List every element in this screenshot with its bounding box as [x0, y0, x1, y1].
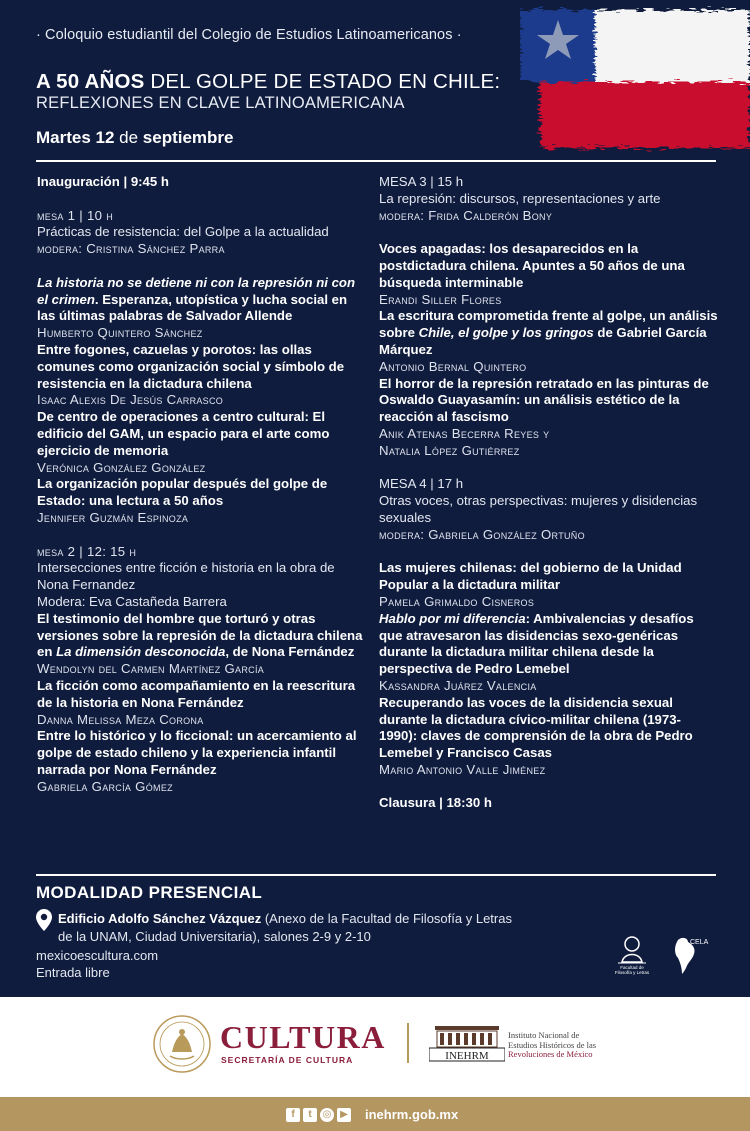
mesa3-moderator: modera: Frida Calderón Bony [379, 207, 553, 223]
inauguration: Inauguración | 9:45 h [37, 174, 169, 189]
mesa2-theme: Intersecciones entre ficción e historia en la obra de Nona Fernandez [37, 560, 335, 593]
ffyl-logo-line2: Filosofía y Letras [614, 970, 650, 975]
secretaria-label: SECRETARÍA DE CULTURA [221, 1055, 354, 1065]
mesa4-moderator: modera: Gabriela González Ortuño [379, 526, 585, 542]
cela-logo-text: CELA [690, 939, 709, 946]
mesa2-moderator: Modera: Eva Castañeda Barrera [37, 593, 227, 609]
ffyl-logo-icon [612, 932, 654, 976]
colloquium-heading: · Coloquio estudiantil del Colegio de Estudios Latinoamericanos · [36, 27, 462, 43]
bottom-divider [36, 874, 716, 876]
talk-author: Humberto Quintero Sánchez [37, 325, 203, 341]
mesa3-theme: La represión: discursos, representaciones y arte [379, 190, 661, 206]
page-title: A 50 AÑOS DEL GOLPE DE ESTADO EN CHILE: [36, 70, 501, 93]
free-entry: Entrada libre [36, 965, 110, 980]
talk-title: Recuperando las voces de la disidencia sexual durante la dictadura cívico-militar chilena (1973-1990): claves de comprensión de la obra de Pedro Lemebel y Francisco Casas [379, 694, 693, 761]
page-subtitle: REFLEXIONES EN CLAVE LATINOAMERICANA [36, 94, 405, 112]
mexico-seal-icon [152, 1014, 212, 1074]
venue-address: Edificio Adolfo Sánchez Vázquez (Anexo de la Facultad de Filosofía y Letras de la UNAM, Ciudad Universitaria), salones 2-9 y 2-10 [58, 911, 512, 944]
twitter-icon[interactable]: t [303, 1108, 317, 1122]
talk-author: Antonio Bernal Quintero [379, 358, 527, 374]
talk-author: Gabriela García Gómez [37, 778, 173, 794]
talk-title: Entre lo histórico y lo ficcional: un acercamiento al golpe de estado chileno y la experiencia infantil narrada por Nona Fernández [37, 728, 357, 777]
talk-title: El horror de la represión retratado en las pinturas de Oswaldo Guayasamín: un análisis estético de la reacción al fascismo [379, 375, 709, 425]
talk-author: Isaac Alexis De Jesús Carrasco [37, 392, 224, 408]
inehrm-logo-text: INEHRM [445, 1050, 489, 1062]
inehrm-building-icon [429, 1022, 505, 1062]
event-date: Martes 12 de septiembre [36, 128, 234, 147]
program-right-column [379, 174, 719, 812]
inehrm-website-link[interactable]: inehrm.gob.mx [365, 1107, 459, 1122]
youtube-icon[interactable]: ▶ [337, 1108, 351, 1122]
talk-author: Anik Atenas Becerra Reyes y [379, 425, 550, 441]
mesa2-label: mesa 2 | 12: 15 h [37, 543, 137, 559]
mesa3-label: MESA 3 | 15 h [379, 174, 464, 189]
talk-title: Entre fogones, cazuelas y porotos: las ollas comunes como organización social y símbolo de resistencia en la dictadura chilena [37, 341, 345, 391]
talk-author: Danna Melissa Meza Corona [37, 711, 204, 727]
mesa1-moderator: modera: Cristina Sánchez Parra [37, 241, 225, 257]
talk-title: La ficción como acompañamiento en la reescritura de la historia en Nona Fernández [37, 677, 356, 710]
talk-title: La escritura comprometida frente al golpe, un análisis sobre Chile, el golpe y los gringos de Gabriel García Márquez [379, 308, 718, 357]
talk-author: Mario Antonio Valle Jiménez [379, 761, 546, 777]
chile-flag-icon [520, 6, 750, 156]
program-left-column [37, 174, 367, 795]
logo-divider [407, 1023, 409, 1063]
top-divider [36, 160, 716, 162]
facebook-icon[interactable]: f [286, 1108, 300, 1122]
talk-title: La historia no se detiene ni con la represión ni con el crimen. Esperanza, utopística y lucha social en las últimas palabras de Salvador Allende [37, 274, 356, 324]
inehrm-name: Instituto Nacional de Estudios Históricos de las Revoluciones de México [508, 1030, 597, 1059]
talk-title: Las mujeres chilenas: del gobierno de la Unidad Popular a la dictadura militar [379, 560, 682, 593]
cela-logo-icon [668, 932, 716, 976]
instagram-icon[interactable]: ◎ [320, 1108, 334, 1122]
mesa4-label: MESA 4 | 17 h [379, 476, 464, 492]
talk-title: Voces apagadas: los desaparecidos en la postdictadura chilena. Apuntes a 50 años de una búsqueda interminable [379, 241, 685, 290]
talk-author: Pamela Grimaldo Cisneros [379, 593, 535, 609]
talk-title: Hablo por mi diferencia: Ambivalencias y desafíos que atravesaron las disidencias sexo-genéricas durante la dictadura militar chilena desde la perspectiva de Pedro Lemebel [379, 610, 694, 677]
talk-author: Jennifer Guzmán Espinoza [37, 509, 189, 525]
closing: Clausura | 18:30 h [379, 795, 492, 811]
mesa1-theme: Prácticas de resistencia: del Golpe a la actualidad [37, 224, 329, 240]
talk-author: Kassandra Juárez Valencia [379, 677, 537, 693]
talk-title: La organización popular después del golpe de Estado: una lectura a 50 años [37, 476, 328, 509]
mesa1-label: mesa 1 | 10 h [37, 207, 113, 223]
location-pin-icon [36, 909, 52, 931]
talk-author: Verónica González González [37, 459, 206, 475]
website-link[interactable]: mexicoescultura.com [36, 948, 159, 963]
ffyl-logo-line1: Facultad de [620, 965, 644, 970]
talk-title: El testimonio del hombre que torturó y otras versiones sobre la represión de la dictadura chilena en La dimensión desconocida, de Nona Fernández [37, 610, 363, 660]
cultura-logo: CULTURA [220, 1019, 386, 1055]
talk-author: Wendolyn del Carmen Martínez García [37, 661, 265, 677]
talk-author: Natalia López Gutiérrez [379, 442, 520, 458]
sponsor-footer [0, 997, 750, 1097]
talk-title: De centro de operaciones a centro cultural: El edificio del GAM, un espacio para el arte como ejercicio de memoria [37, 409, 330, 458]
talk-author: Erandi Siller Flores [379, 291, 502, 307]
social-links [286, 1108, 351, 1122]
modality-heading: MODALIDAD PRESENCIAL [36, 883, 263, 902]
mesa4-theme: Otras voces, otras perspectivas: mujeres y disidencias sexuales [379, 493, 698, 525]
